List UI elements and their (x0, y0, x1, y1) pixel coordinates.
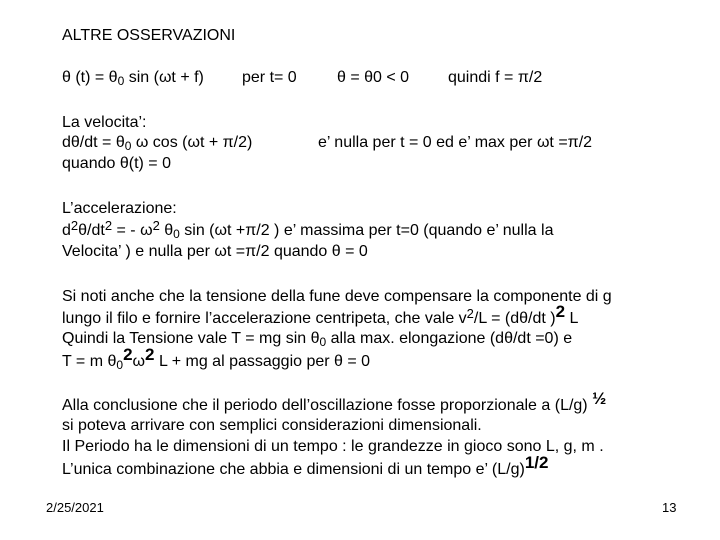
page-number: 13 (662, 500, 677, 515)
acceleration-line2: Velocita’ ) e nulla per ωt =π/2 quando θ = 0 (62, 243, 368, 260)
equation-theta: θ (t) = θ0 sin (ωt + f) (62, 69, 204, 88)
conclusion-line1: Alla conclusione che il periodo dell’oscillazione fosse proporzionale a (L/g) ½ (62, 389, 607, 414)
slide-title: ALTRE OSSERVAZIONI (62, 27, 236, 44)
acceleration-heading: L’accelerazione: (62, 200, 177, 217)
condition-phase: quindi f = π/2 (448, 69, 543, 86)
conclusion-line4: L’unica combinazione che abbia e dimensioni di un tempo e’ (L/g)1/2 (62, 453, 549, 478)
conclusion-line3: Il Periodo ha le dimensioni di un tempo : le grandezze in gioco sono L, g, m . (62, 438, 604, 455)
condition-t: per t= 0 (242, 69, 297, 86)
velocity-condition: quando θ(t) = 0 (62, 155, 171, 172)
acceleration-equation: $d^2\theta/dt^2$ = - $\omega^2$ θ0 sin (ωt +π/2 ) e’ massima per t=0 (quando e’ nulla la (62, 218, 554, 241)
tension-line2: lungo il filo e fornire l’accelerazione centripeta, che vale $v^2/L = (d\theta/dt$ )2 L (62, 302, 579, 327)
condition-theta: θ = θ0 < 0 (337, 69, 410, 86)
velocity-equation: dθ/dt = θ0 ω cos (ωt + π/2) (62, 134, 253, 153)
velocity-comment: e’ nulla per t = 0 ed e’ max per ωt =π/2 (318, 134, 593, 151)
tension-line4: T = m θ02ω2 L + mg al passaggio per θ = 0 (62, 345, 371, 372)
tension-line1: Si noti anche che la tensione della fune deve compensare la componente di g (62, 288, 612, 305)
footer-date: 2/25/2021 (46, 500, 104, 515)
velocity-heading: La velocita’: (62, 114, 147, 131)
tension-line3: Quindi la Tensione vale T = mg sin θ0 alla max. elongazione (dθ/dt =0) e (62, 330, 573, 349)
conclusion-line2: si poteva arrivare con semplici considerazioni dimensionali. (62, 417, 482, 434)
